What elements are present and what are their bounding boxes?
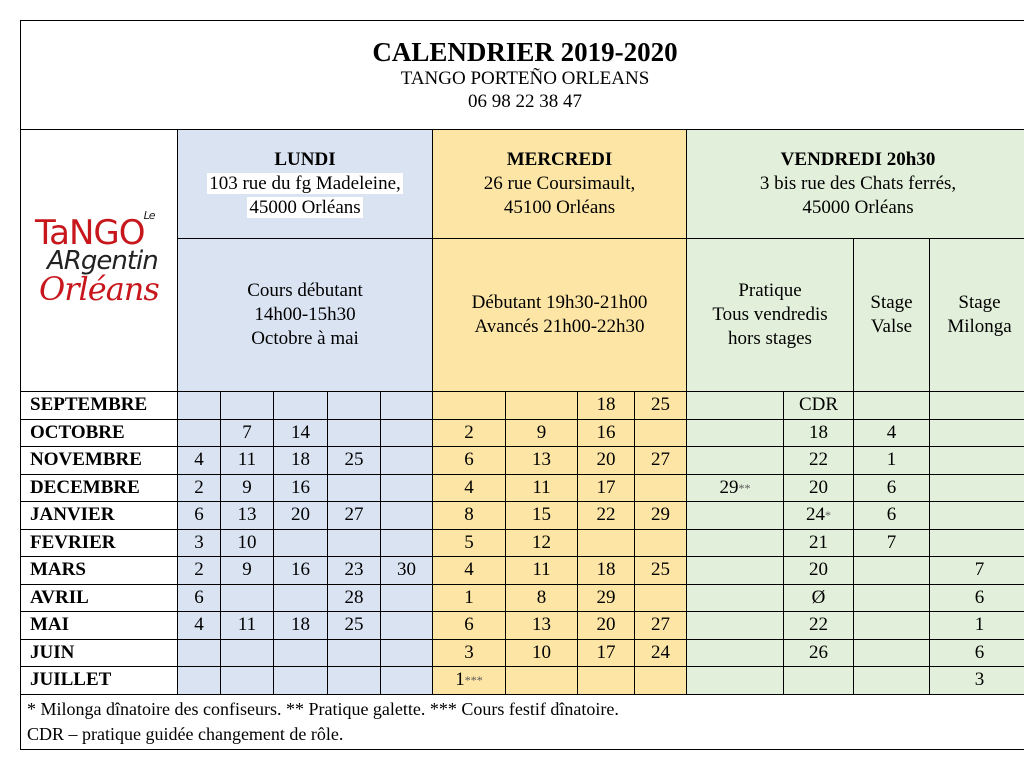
lundi-date [328, 529, 381, 557]
pratique-date-value: 22 [809, 449, 828, 471]
mercredi-date [433, 502, 506, 530]
month-row [21, 584, 1024, 612]
pratique-date [784, 419, 854, 447]
lundi-date [381, 502, 433, 530]
logo-line-orleans: Orléans [39, 269, 159, 308]
stage-valse-date [854, 584, 930, 612]
lundi-date-value: 28 [344, 586, 364, 608]
lundi-date [221, 447, 274, 475]
month-name [21, 447, 178, 475]
lundi-date [221, 474, 274, 502]
lundi-date [328, 612, 381, 640]
stage-milonga-date-value: 6 [974, 586, 985, 608]
mercredi-date [506, 474, 578, 502]
pratique-date [784, 557, 854, 585]
lundi-date [274, 419, 328, 447]
mercredi-date-value: 12 [532, 531, 551, 553]
pratique-date-value: 24 [806, 504, 825, 526]
mercredi-date-value: 8 [464, 504, 474, 526]
month-name-value: JUILLET [30, 669, 112, 691]
stage-milonga-date [930, 529, 1024, 557]
lundi-header [178, 130, 433, 239]
mercredi-date [578, 502, 635, 530]
lundi-date [274, 502, 328, 530]
mercredi-date-value: 1 [464, 586, 474, 608]
mercredi-date-value: 6 [464, 449, 474, 471]
lundi-date [178, 557, 221, 585]
lundi-date-value: 7 [242, 421, 252, 443]
lundi-date [274, 392, 328, 420]
pratique-date-value: 20 [809, 559, 828, 581]
lundi-date [178, 474, 221, 502]
month-name [21, 584, 178, 612]
mercredi-date-value: 6 [464, 614, 474, 636]
lundi-date [178, 612, 221, 640]
month-name [21, 639, 178, 667]
mercredi-date [578, 557, 635, 585]
pratique-date [687, 529, 784, 557]
phone-number: 06 98 22 38 47 [468, 90, 583, 112]
mercredi-date-value: 20 [596, 614, 616, 636]
lundi-date [274, 639, 328, 667]
footnote-marker: ** [738, 480, 751, 495]
lundi-date [274, 612, 328, 640]
month-name [21, 612, 178, 640]
stage-milonga-header: Stage Milonga [930, 239, 1024, 392]
mercredi-date-value: 13 [532, 614, 551, 636]
mercredi-date [635, 584, 687, 612]
mercredi-date [433, 419, 506, 447]
lundi-date [178, 392, 221, 420]
lundi-date [221, 639, 274, 667]
mercredi-date [433, 392, 506, 420]
mercredi-date-value: 27 [651, 614, 670, 636]
stage-milonga-date [930, 474, 1024, 502]
logo-cell [21, 130, 178, 392]
pratique-date [784, 502, 854, 530]
pratique-date [687, 667, 784, 695]
header-block [21, 21, 1024, 130]
lundi-date-value: 23 [344, 559, 364, 581]
mercredi-date [635, 557, 687, 585]
mercredi-date [635, 474, 687, 502]
stage-valse-date [854, 612, 930, 640]
mercredi-date [506, 392, 578, 420]
mercredi-date [635, 639, 687, 667]
pratique-date-value: CDR [798, 394, 839, 416]
mercredi-date-value: 5 [464, 531, 474, 553]
mercredi-date-value: 10 [532, 641, 551, 663]
mercredi-date [433, 529, 506, 557]
mercredi-date-value: 17 [596, 641, 616, 663]
lundi-address-2: 45000 Orléans [249, 196, 361, 218]
pratique-date [784, 392, 854, 420]
mercredi-date [433, 557, 506, 585]
lundi-date [328, 667, 381, 695]
pratique-date [784, 529, 854, 557]
lundi-date [328, 419, 381, 447]
stage-valse-date [854, 557, 930, 585]
lundi-date-value: 4 [194, 614, 204, 636]
mercredi-date [578, 474, 635, 502]
footnote-marker: *** [464, 673, 483, 688]
pratique-date [687, 447, 784, 475]
mercredi-date-value: 29 [596, 586, 616, 608]
month-row [21, 557, 1024, 585]
lundi-day: LUNDI [274, 149, 336, 171]
mercredi-course-info: Débutant 19h30-21h00 Avancés 21h00-22h30 [433, 239, 687, 392]
lundi-date [178, 667, 221, 695]
tango-logo [21, 208, 177, 308]
lundi-date [274, 557, 328, 585]
stage-valse-date [854, 474, 930, 502]
stage-milonga-date [930, 557, 1024, 585]
lundi-date-value: 10 [237, 531, 257, 553]
mercredi-date-value: 13 [532, 449, 551, 471]
lundi-date [274, 474, 328, 502]
pratique-date [687, 474, 784, 502]
lundi-date [221, 667, 274, 695]
month-name-value: JUIN [30, 641, 75, 663]
mercredi-date-value: 15 [532, 504, 551, 526]
lundi-course-info: Cours débutant 14h00-15h30 Octobre à mai [178, 239, 433, 392]
lundi-date-value: 9 [242, 476, 252, 498]
lundi-date [381, 419, 433, 447]
lundi-date-value: 11 [237, 449, 257, 471]
mercredi-date-value: 2 [464, 421, 474, 443]
month-name-value: MAI [30, 614, 70, 636]
pratique-date [687, 612, 784, 640]
stage-milonga-date [930, 419, 1024, 447]
pratique-date [784, 474, 854, 502]
month-name [21, 474, 178, 502]
lundi-date [328, 557, 381, 585]
stage-valse-date [854, 529, 930, 557]
month-name-value: NOVEMBRE [30, 449, 142, 471]
footnotes [21, 694, 1024, 749]
lundi-date [381, 447, 433, 475]
pratique-date-value: 21 [809, 531, 828, 553]
lundi-date [221, 419, 274, 447]
mercredi-date [506, 584, 578, 612]
mercredi-date [506, 639, 578, 667]
mercredi-date-value: 22 [596, 504, 616, 526]
lundi-date [381, 612, 433, 640]
lundi-date [328, 584, 381, 612]
stage-valse-date-value: 4 [886, 421, 897, 443]
lundi-date-value: 18 [291, 449, 310, 471]
pratique-date-value: 29 [719, 476, 739, 498]
footnote-line-1: * Milonga dînatoire des confiseurs. ** Pratique galette. *** Cours festif dînatoire. [27, 698, 619, 719]
month-name [21, 667, 178, 695]
stage-valse-date-value: 6 [886, 504, 897, 526]
month-row [21, 529, 1024, 557]
lundi-date [328, 502, 381, 530]
stage-valse-header: Stage Valse [854, 239, 930, 392]
month-row [21, 502, 1024, 530]
mercredi-date [506, 447, 578, 475]
lundi-date [381, 474, 433, 502]
month-name-value: OCTOBRE [30, 421, 125, 443]
month-name [21, 392, 178, 420]
mercredi-date [635, 667, 687, 695]
month-name-value: FEVRIER [30, 531, 116, 553]
lundi-date [221, 612, 274, 640]
stage-milonga-date [930, 447, 1024, 475]
lundi-date [221, 557, 274, 585]
lundi-date-value: 6 [194, 586, 204, 608]
mercredi-date-value: 1 [455, 669, 465, 691]
pratique-date [687, 392, 784, 420]
calendar-table [20, 20, 1024, 750]
month-name [21, 502, 178, 530]
footnote-marker: * [825, 508, 831, 523]
pratique-date-value: 20 [809, 476, 828, 498]
lundi-date-value: 20 [291, 504, 310, 526]
mercredi-date-value: 9 [536, 421, 547, 443]
month-name [21, 419, 178, 447]
mercredi-date [433, 667, 506, 695]
pratique-date [687, 502, 784, 530]
stage-milonga-date [930, 392, 1024, 420]
stage-milonga-date-value: 6 [974, 641, 985, 663]
lundi-date-value: 14 [291, 421, 310, 443]
mercredi-date [433, 584, 506, 612]
mercredi-date [506, 557, 578, 585]
pratique-date [784, 612, 854, 640]
month-name-value: SEPTEMBRE [30, 394, 148, 416]
mercredi-date-value: 3 [464, 641, 474, 663]
lundi-date [381, 529, 433, 557]
stage-milonga-date-value: 3 [974, 669, 985, 691]
lundi-date [221, 584, 274, 612]
lundi-date-value: 9 [242, 559, 252, 581]
mercredi-date-value: 16 [596, 421, 616, 443]
lundi-date-value: 30 [397, 559, 416, 581]
lundi-date [274, 584, 328, 612]
stage-milonga-date [930, 584, 1024, 612]
stage-valse-date [854, 667, 930, 695]
mercredi-date-value: 25 [651, 394, 670, 416]
mercredi-date [506, 612, 578, 640]
stage-milonga-date [930, 502, 1024, 530]
club-name: TANGO PORTEÑO ORLEANS [400, 67, 650, 89]
stage-valse-date [854, 639, 930, 667]
mercredi-date-value: 25 [651, 559, 670, 581]
pratique-date-value: Ø [811, 586, 826, 608]
mercredi-date [578, 639, 635, 667]
lundi-date-value: 3 [194, 531, 204, 553]
mercredi-date [635, 447, 687, 475]
month-row [21, 474, 1024, 502]
lundi-date [221, 502, 274, 530]
mercredi-date-value: 20 [596, 449, 616, 471]
mercredi-date [578, 392, 635, 420]
mercredi-date-value: 11 [532, 476, 551, 498]
logo-line-tango: TaNGO Le [35, 208, 155, 253]
lundi-date-value: 6 [194, 504, 204, 526]
mercredi-date [506, 667, 578, 695]
pratique-date-value: 18 [809, 421, 828, 443]
mercredi-date [578, 447, 635, 475]
stage-valse-date-value: 6 [886, 476, 897, 498]
lundi-date [381, 667, 433, 695]
lundi-date [274, 529, 328, 557]
stage-milonga-date-value: 1 [974, 614, 985, 636]
lundi-date-value: 18 [291, 614, 310, 636]
month-name [21, 529, 178, 557]
month-name-value: JANVIER [30, 504, 115, 526]
month-row [21, 419, 1024, 447]
mercredi-date [578, 529, 635, 557]
month-name-value: DECEMBRE [30, 476, 140, 498]
pratique-date [687, 584, 784, 612]
month-row [21, 447, 1024, 475]
month-row [21, 612, 1024, 640]
lundi-date [328, 474, 381, 502]
lundi-date [178, 502, 221, 530]
lundi-date-value: 11 [237, 614, 257, 636]
pratique-date-value: 22 [809, 614, 828, 636]
month-name-value: MARS [30, 559, 86, 581]
pratique-date [784, 584, 854, 612]
mercredi-address-2: 45100 Orléans [503, 196, 616, 218]
lundi-date [178, 447, 221, 475]
lundi-date-value: 25 [344, 449, 364, 471]
month-name-value: AVRIL [30, 586, 89, 608]
lundi-date [381, 639, 433, 667]
mercredi-date-value: 17 [596, 476, 616, 498]
lundi-date [274, 447, 328, 475]
calendar-title: CALENDRIER 2019-2020 [372, 36, 678, 67]
lundi-date [328, 639, 381, 667]
mercredi-date [578, 419, 635, 447]
lundi-date [221, 392, 274, 420]
pratique-date [784, 639, 854, 667]
stage-valse-date [854, 447, 930, 475]
mercredi-date-value: 11 [532, 559, 551, 581]
mercredi-date [635, 419, 687, 447]
lundi-date [381, 584, 433, 612]
stage-milonga-date-value: 7 [974, 559, 985, 581]
stage-milonga-date [930, 639, 1024, 667]
mercredi-date [578, 667, 635, 695]
mercredi-date [506, 502, 578, 530]
footnote-line-2: CDR – pratique guidée changement de rôle. [27, 723, 344, 744]
stage-milonga-date [930, 612, 1024, 640]
stage-valse-date [854, 392, 930, 420]
mercredi-date-value: 8 [536, 586, 547, 608]
lundi-date [178, 584, 221, 612]
lundi-date-value: 13 [237, 504, 257, 526]
mercredi-header [433, 130, 687, 239]
pratique-date [784, 667, 854, 695]
mercredi-date [433, 612, 506, 640]
lundi-date [178, 529, 221, 557]
lundi-date-value: 4 [194, 449, 204, 471]
lundi-date [328, 392, 381, 420]
vendredi-address-2: 45000 Orléans [802, 196, 914, 218]
mercredi-date [433, 474, 506, 502]
mercredi-date [635, 529, 687, 557]
month-name [21, 557, 178, 585]
lundi-date [381, 557, 433, 585]
mercredi-date [433, 639, 506, 667]
lundi-date [381, 392, 433, 420]
stage-valse-date-value: 1 [886, 449, 897, 471]
mercredi-date-value: 18 [596, 559, 616, 581]
mercredi-date [433, 447, 506, 475]
mercredi-date-value: 24 [651, 641, 670, 663]
lundi-date [328, 447, 381, 475]
mercredi-date-value: 18 [596, 394, 616, 416]
mercredi-date [635, 502, 687, 530]
mercredi-date-value: 4 [464, 559, 474, 581]
mercredi-date [506, 419, 578, 447]
lundi-date-value: 2 [194, 559, 204, 581]
logo-line-argentin: ARgentin [47, 246, 158, 277]
stage-valse-date [854, 419, 930, 447]
lundi-date [178, 419, 221, 447]
mercredi-day: MERCREDI [506, 149, 613, 171]
mercredi-date-value: 27 [651, 449, 670, 471]
stage-valse-date [854, 502, 930, 530]
mercredi-date-value: 4 [464, 476, 474, 498]
mercredi-date [635, 612, 687, 640]
pratique-date [687, 419, 784, 447]
pratique-date [687, 639, 784, 667]
mercredi-date [578, 584, 635, 612]
lundi-address-1: 103 rue du fg Madeleine, [209, 173, 401, 195]
month-row [21, 392, 1024, 420]
pratique-info: Pratique Tous vendredis hors stages [687, 239, 854, 392]
stage-milonga-date [930, 667, 1024, 695]
mercredi-date [506, 529, 578, 557]
lundi-date [178, 639, 221, 667]
mercredi-address-1: 26 rue Coursimault, [483, 173, 636, 195]
mercredi-date-value: 29 [651, 504, 670, 526]
vendredi-header [687, 130, 1024, 239]
month-row [21, 667, 1024, 695]
lundi-date-value: 27 [344, 504, 364, 526]
pratique-date-value: 26 [809, 641, 828, 663]
lundi-date-value: 25 [344, 614, 364, 636]
mercredi-date [578, 612, 635, 640]
pratique-date [687, 557, 784, 585]
mercredi-date [635, 392, 687, 420]
vendredi-address-1: 3 bis rue des Chats ferrés, [759, 173, 957, 195]
stage-valse-date-value: 7 [886, 531, 897, 553]
pratique-date [784, 447, 854, 475]
vendredi-day: VENDREDI 20h30 [780, 149, 936, 171]
lundi-date-value: 16 [291, 476, 310, 498]
lundi-date [274, 667, 328, 695]
lundi-date-value: 2 [194, 476, 204, 498]
month-row [21, 639, 1024, 667]
lundi-date-value: 16 [291, 559, 310, 581]
lundi-date [221, 529, 274, 557]
